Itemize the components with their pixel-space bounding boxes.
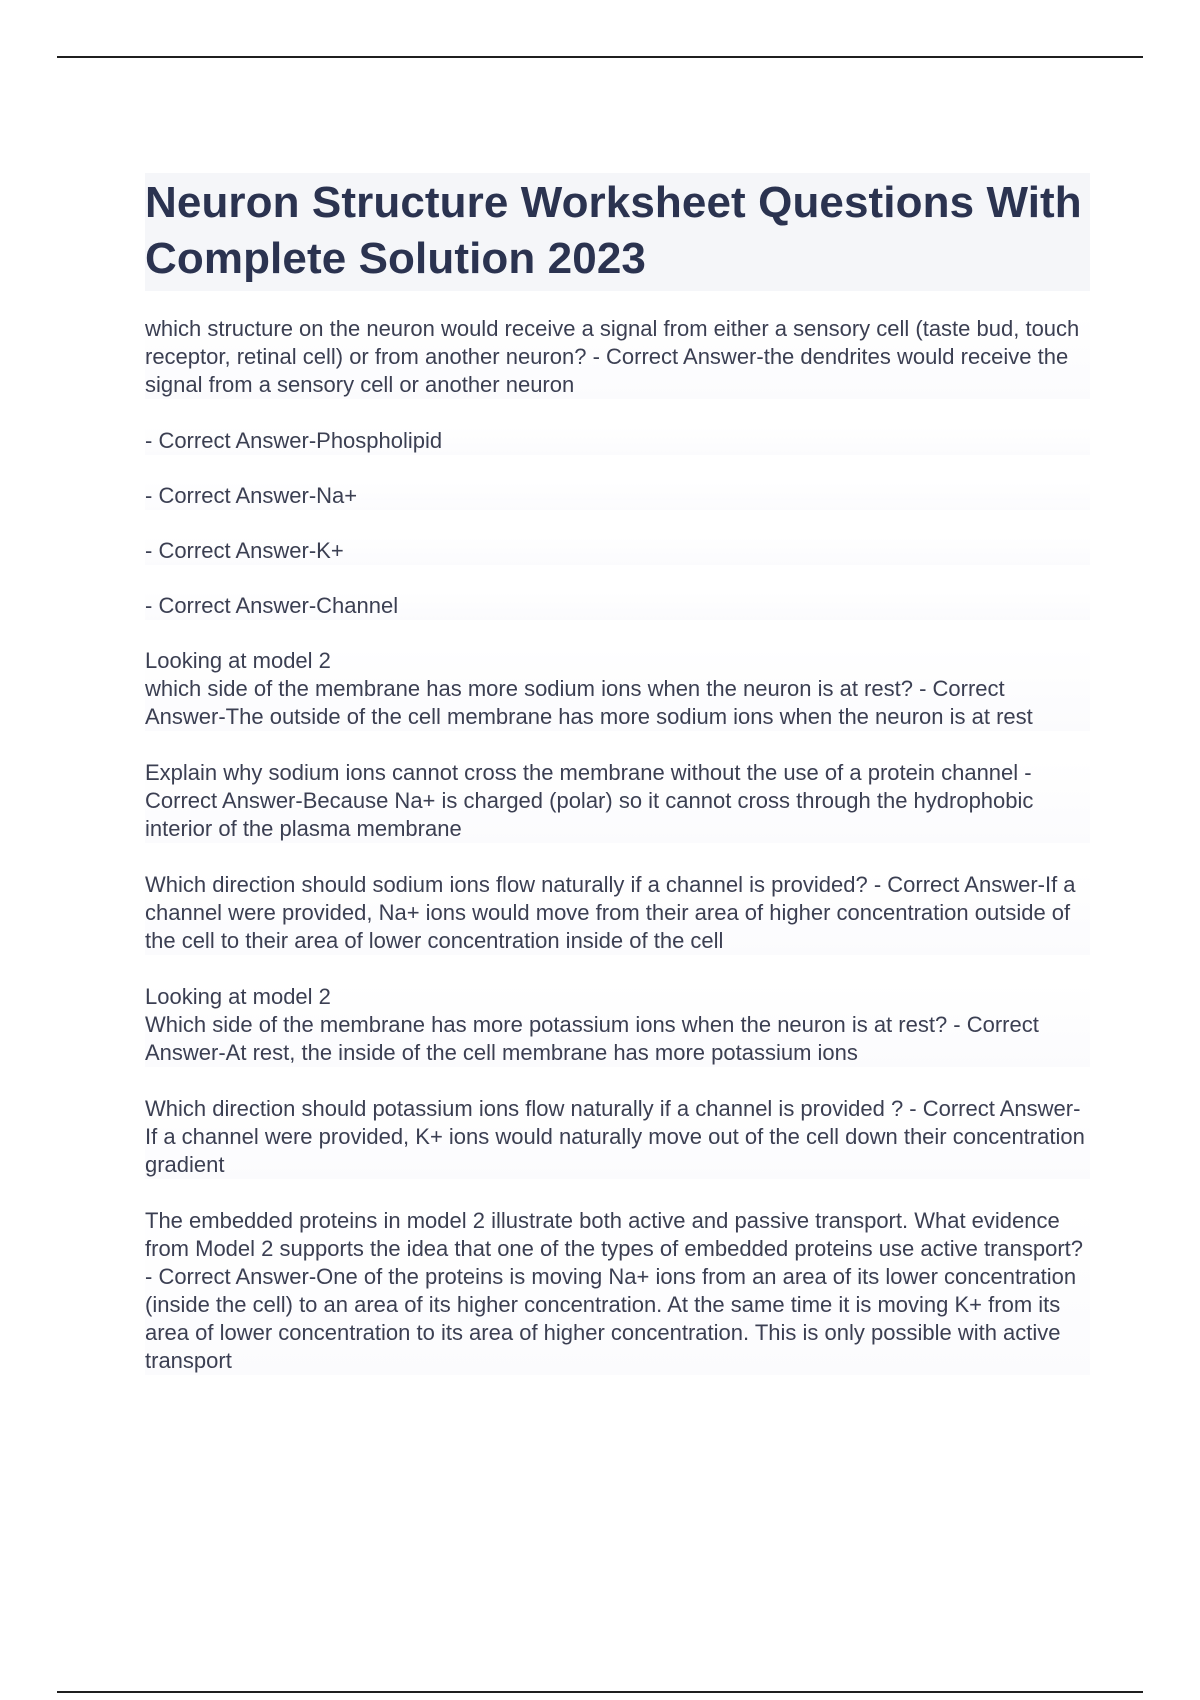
qa-item-2: - Correct Answer-Phospholipid: [145, 427, 1090, 455]
qa-item-5: - Correct Answer-Channel: [145, 592, 1090, 620]
qa-item-8: Which direction should sodium ions flow naturally if a channel is provided? - Correct Answer-If a channel were provided, Na+ ions would move from their area of higher concentration outside of the cell to their area of lower concentration inside of the cell: [145, 871, 1090, 955]
qa-item-7: Explain why sodium ions cannot cross the membrane without the use of a protein channel - Correct Answer-Because Na+ is charged (polar) so it cannot cross through the hydrophobic interior of the plasma membrane: [145, 759, 1090, 843]
title-box: [145, 173, 1090, 291]
document-body: [145, 173, 1090, 1403]
qa-item-11: The embedded proteins in model 2 illustrate both active and passive transport. What evidence from Model 2 supports the idea that one of the types of embedded proteins use active transport? - Correct Answer-One of the proteins is moving Na+ ions from an area of its lower concentration (inside the cell) to an area of its higher concentration. At the same time it is moving K+ from its area of lower concentration to its area of higher concentration. This is only possible with active transport: [145, 1207, 1090, 1375]
qa-item-3: - Correct Answer-Na+: [145, 482, 1090, 510]
qa-item-4: - Correct Answer-K+: [145, 537, 1090, 565]
qa-item-6: Looking at model 2 which side of the membrane has more sodium ions when the neuron is at rest? - Correct Answer-The outside of the cell membrane has more sodium ions when the neuron is at rest: [145, 647, 1090, 731]
document-title: Neuron Structure Worksheet Questions With Complete Solution 2023: [145, 178, 1082, 283]
bottom-rule: [57, 1691, 1143, 1693]
top-rule: [57, 56, 1143, 58]
qa-item-10: Which direction should potassium ions flow naturally if a channel is provided ? - Correct Answer-If a channel were provided, K+ ions would naturally move out of the cell down their concentration gradient: [145, 1095, 1090, 1179]
qa-item-1: which structure on the neuron would receive a signal from either a sensory cell (taste bud, touch receptor, retinal cell) or from another neuron? - Correct Answer-the dendrites would receive the signal from a sensory cell or another neuron: [145, 315, 1090, 399]
qa-item-9: Looking at model 2 Which side of the membrane has more potassium ions when the neuron is at rest? - Correct Answer-At rest, the inside of the cell membrane has more potassium ions: [145, 983, 1090, 1067]
